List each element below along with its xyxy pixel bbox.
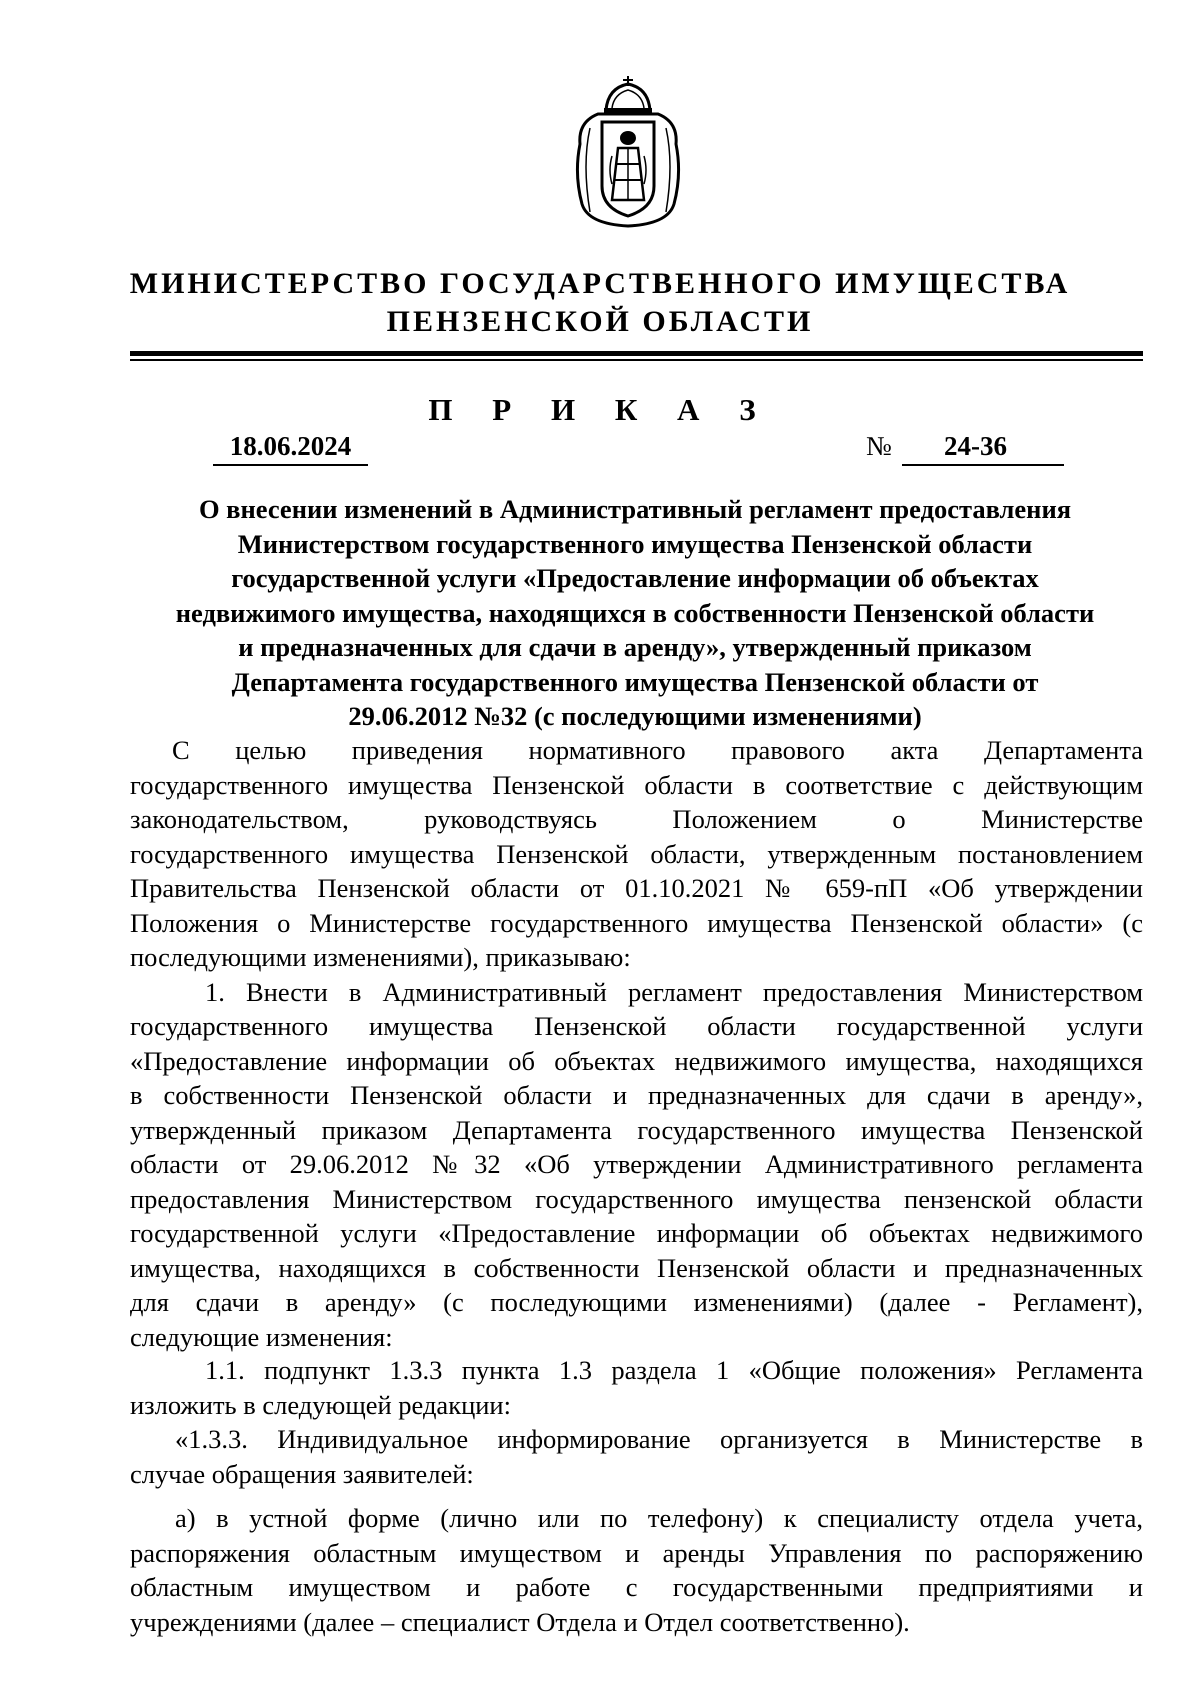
item-1-1-paragraph — [130, 1353, 1143, 1422]
title-line: государственной услуги «Предоставление информации об объектах — [231, 563, 1039, 593]
body-line: случае обращения заявителей: — [130, 1458, 474, 1489]
title-line: О внесении изменений в Административный регламент предоставления — [198, 494, 1072, 524]
order-date: 18.06.2024 — [213, 428, 368, 466]
order-title — [140, 492, 1130, 734]
body-line: государственного имущества Пензенской области, утвержденным постановлением — [130, 838, 1143, 869]
body-line: а) в устной форме (лично или по телефону) к специалисту отдела учета, — [175, 1503, 1143, 1533]
title-line: Департамента государственного имущества Пензенской области от — [231, 666, 1039, 697]
body-line: последующими изменениями), приказываю: — [130, 942, 631, 972]
body-line: государственного имущества Пензенской области в соответствие с действующим — [130, 769, 1143, 800]
body-line: учреждениями (далее – специалист Отдела и Отдел соответственно). — [130, 1606, 910, 1637]
body-line: в собственности Пензенской области и предназначенных для сдачи в аренду», — [130, 1080, 1143, 1110]
document-type-heading: П Р И К А З — [428, 392, 772, 427]
subitem-a-paragraph — [130, 1501, 1143, 1639]
order-number-label: № — [866, 431, 892, 461]
item-1-paragraph — [130, 975, 1143, 1355]
body-line: государственного имущества Пензенской области государственной услуги — [130, 1011, 1143, 1041]
header-divider-thin — [130, 359, 1143, 361]
body-line: изложить в следующей редакции: — [130, 1389, 511, 1420]
body-line: предоставления Министерством государственного имущества пензенской области — [130, 1183, 1143, 1214]
body-line: Положения о Министерстве государственного имущества Пензенской области» (с — [130, 907, 1143, 938]
body-line: законодательством, руководствуясь Положением о Министерстве — [130, 804, 1143, 834]
body-line: следующие изменения: — [130, 1321, 393, 1352]
body-line: государственной услуги «Предоставление информации об объектах недвижимого — [130, 1218, 1143, 1248]
body-line: Правительства Пензенской области от 01.10.2021 № 659-пП «Об утверждении — [130, 873, 1143, 903]
body-line: области от 29.06.2012 №32 «Об утверждении Административного регламента — [130, 1149, 1143, 1179]
ministry-name-line2: ПЕНЗЕНСКОЙ ОБЛАСТИ — [386, 305, 814, 338]
header-divider-thick — [130, 351, 1143, 356]
order-number: 24-36 — [902, 428, 1064, 466]
body-line: 1. Внести в Административный регламент предоставления Министерством — [205, 976, 1143, 1007]
title-line: 29.06.2012 №32 (с последующими изменениями) — [348, 701, 922, 731]
title-line: и предназначенных для сдачи в аренду», утвержденный приказом — [238, 632, 1032, 662]
preamble-paragraph — [130, 733, 1143, 975]
body-line: утвержденный приказом Департамента государственного имущества Пензенской — [130, 1114, 1143, 1145]
body-line: 1.1. подпункт 1.3.3 пункта 1.3 раздела 1 «Общие положения» Регламента — [205, 1355, 1143, 1385]
body-line: «Предоставление информации об объектах недвижимого имущества, находящихся — [130, 1045, 1143, 1076]
title-line: недвижимого имущества, находящихся в собственности Пензенской области — [175, 597, 1095, 628]
body-line: распоряжения областным имуществом и аренды Управления по распоряжению — [130, 1537, 1143, 1568]
title-line: Министерством государственного имущества Пензенской области — [237, 528, 1033, 559]
coat-of-arms-emblem — [568, 74, 688, 234]
body-line: С целью приведения нормативного правового акта Департамента — [172, 735, 1143, 765]
body-line: имущества, находящихся в собственности Пензенской области и предназначенных — [130, 1252, 1143, 1283]
body-line: областным имуществом и работе с государственными предприятиями и — [130, 1572, 1143, 1602]
ministry-name-line1: МИНИСТЕРСТВО ГОСУДАРСТВЕННОГО ИМУЩЕСТВА — [129, 267, 1071, 300]
body-line: для сдачи в аренду» (с последующими изменениями) (далее - Регламент), — [130, 1287, 1143, 1317]
body-line: «1.3.3. Индивидуальное информирование организуется в Министерстве в — [175, 1424, 1143, 1454]
quoted-clause-paragraph — [130, 1422, 1143, 1491]
